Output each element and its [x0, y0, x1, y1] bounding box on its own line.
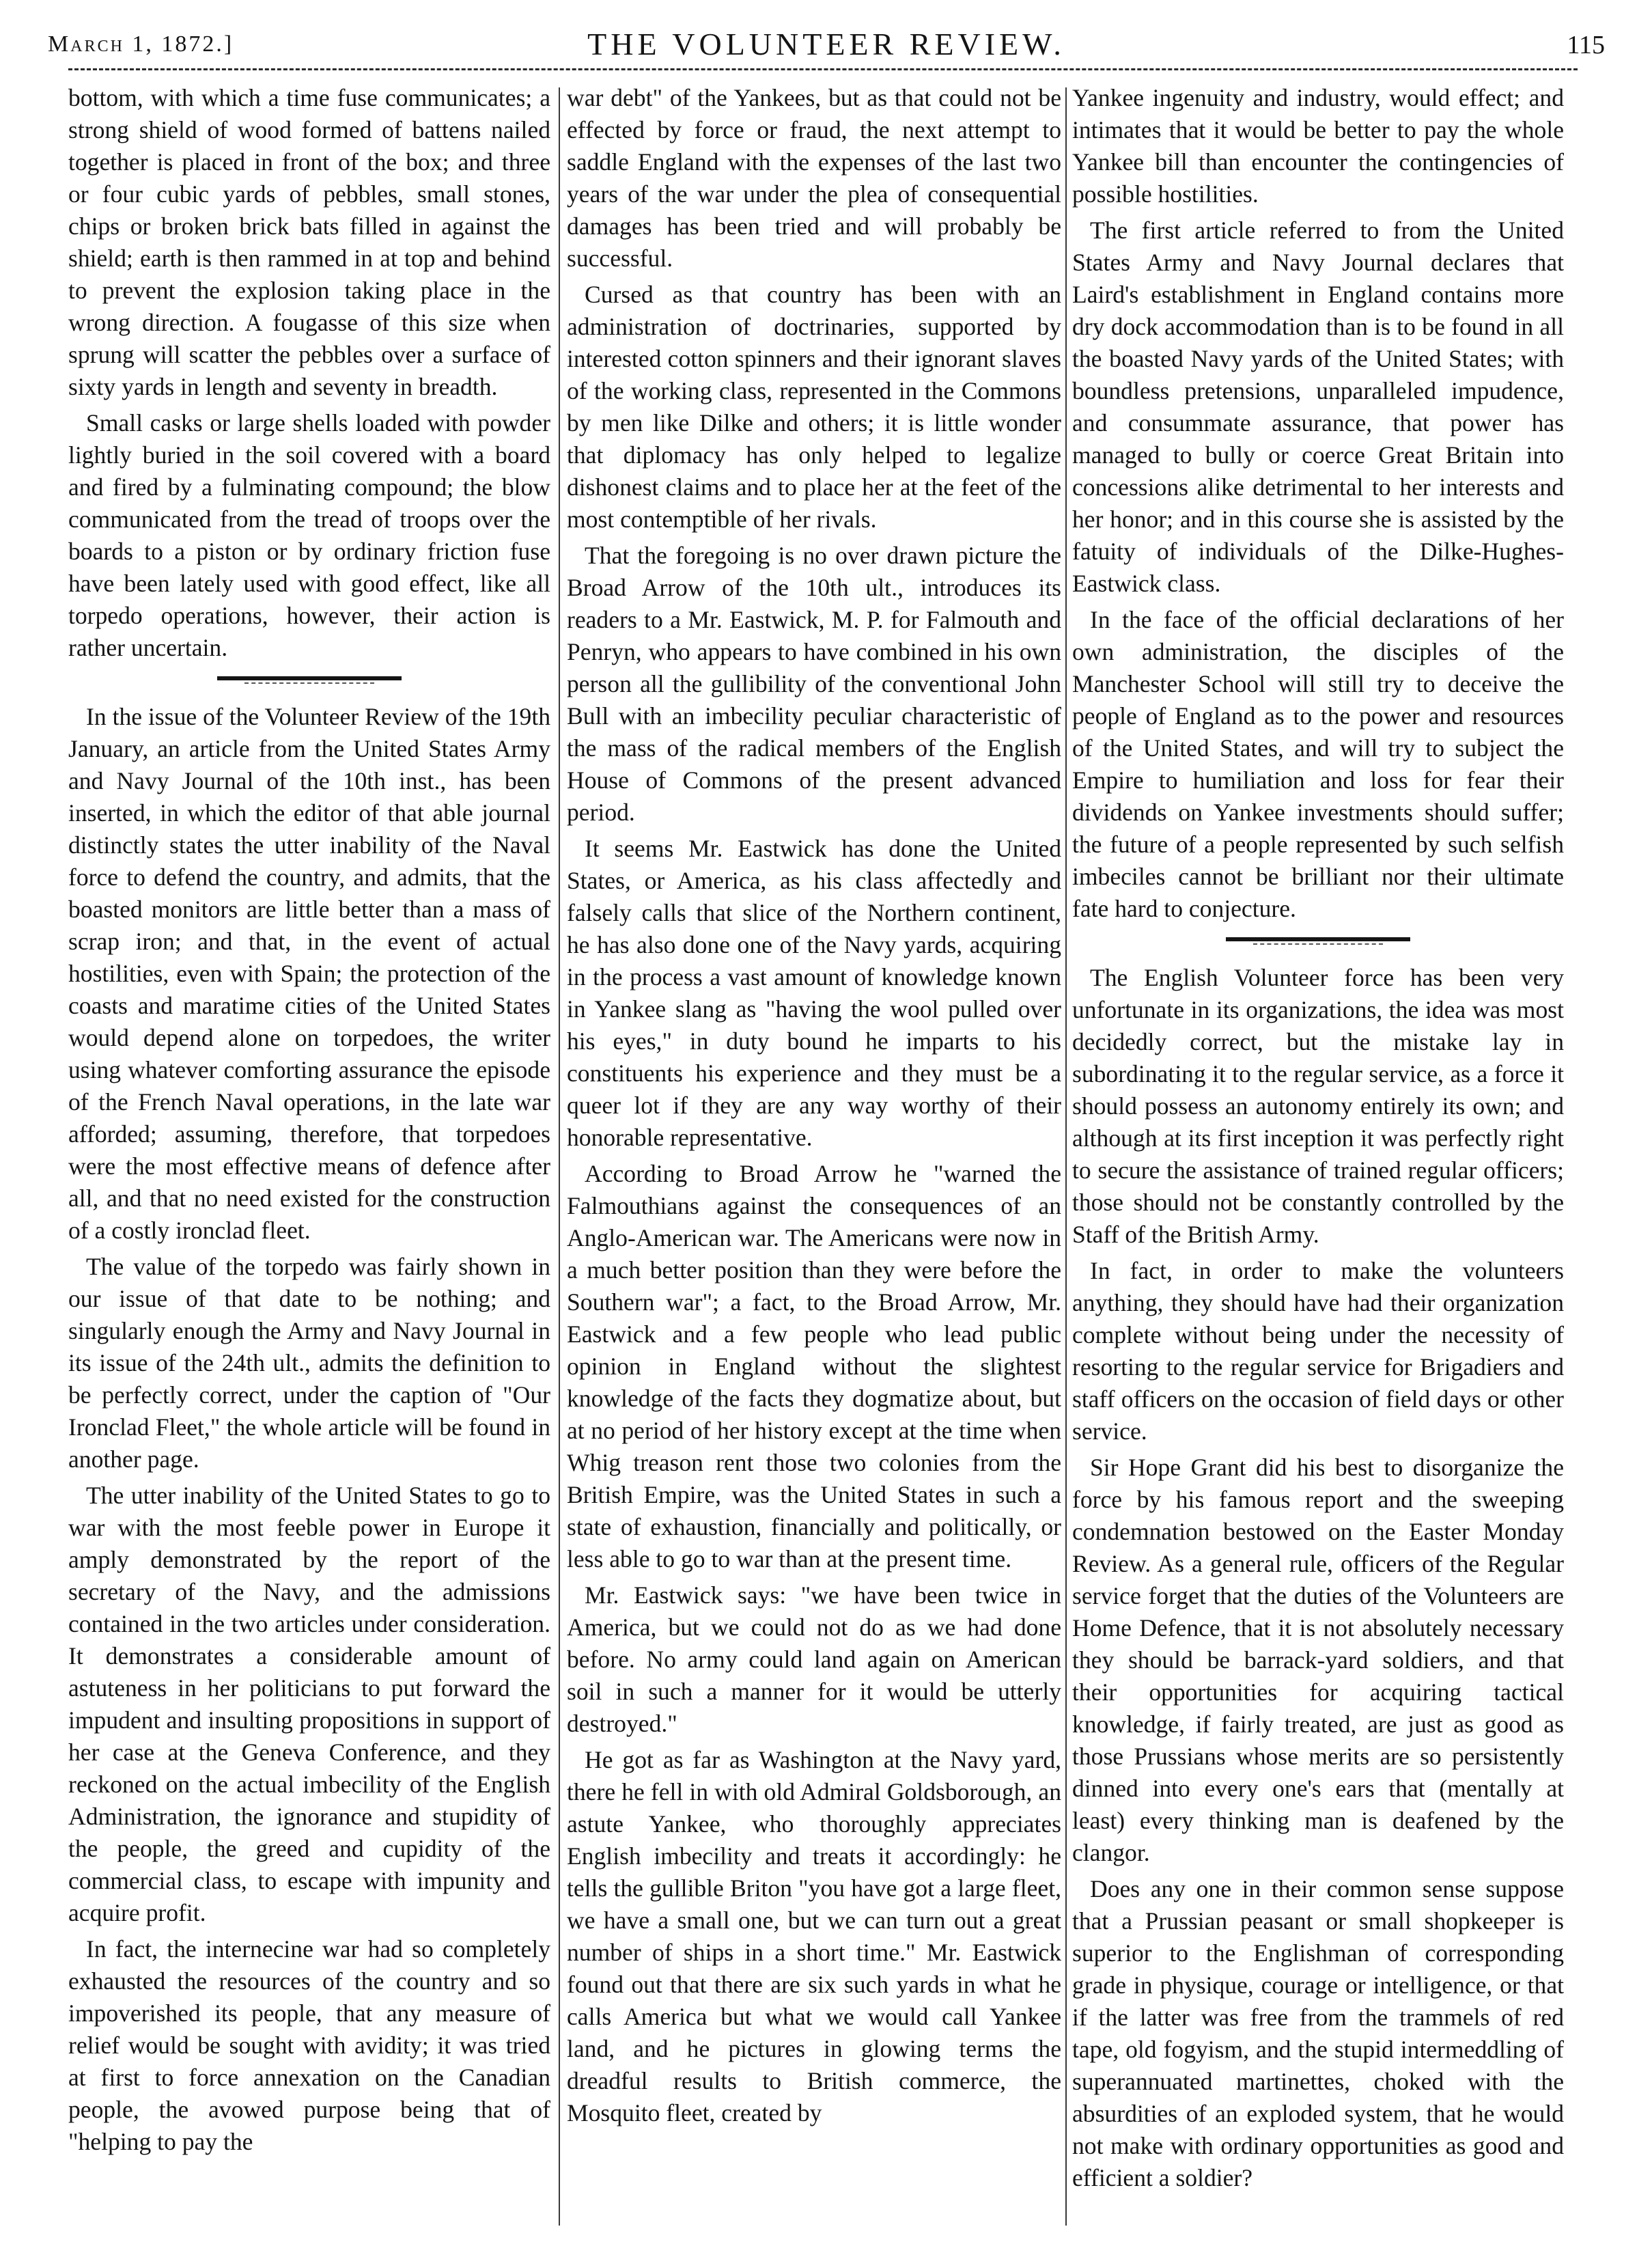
paragraph: Yankee ingenuity and industry, would effect; and intimates that it would be better to pay the whole Yankee bill than encounter the contingencies of possible hostilities. — [1072, 84, 1564, 208]
section-divider — [1226, 937, 1410, 944]
paragraph: The first article referred to from the United States Army and Navy Journal declares that Laird's establishment in England contains more dry dock accommodation than is to be found in all the boasted Navy yards of the United States; with boundless pretensions, unparalleled impudence, and consummate assurance, that power has managed to bully or coerce Great Britain into concessions alike detrimental to her interests and her honor; and in this course she is assisted by the fatuity of individuals of the Dilke-Hughes-Eastwick class. — [1072, 217, 1564, 597]
paragraph: That the foregoing is no over drawn picture the Broad Arrow of the 10th ult., introduces its readers to a Mr. Eastwick, M. P. for Falmouth and Penryn, who appears to have combined in his own person all the gullibility of the conventional John Bull with an imbecility peculiar characteristic of the mass of the radical members of the English House of Commons of the present advanced period. — [567, 542, 1061, 826]
paragraph: He got as far as Washington at the Navy yard, there he fell in with old Admiral Goldsborough, an astute Yankee, who thoroughly appreciates English imbecility and treats it accordingly: he tells the gullible Briton "you have got a large fleet, we have a small one, but we can turn out a great number of ships in a short time." Mr. Eastwick found out that there are six such yards in what he calls America but what we would call Yankee land, and he pictures in glowing terms the dreadful results to British commerce, the Mosquito fleet, created by — [567, 1746, 1061, 2127]
paragraph: Small casks or large shells loaded with powder lightly buried in the soil covered with a board and fired by a fulminating compound; the blow communicated from the tread of troops over the boards to a piston or by ordinary friction fuse have been lately used with good effect, like all torpedo operations, however, their action is rather uncertain. — [68, 409, 550, 661]
paragraph: The value of the torpedo was fairly shown in our issue of that date to be nothing; and singularly enough the Army and Navy Journal in its issue of the 24th ult., admits the definition to be perfectly correct, under the caption of "Our Ironclad Fleet," the whole article will be found in another page. — [68, 1253, 550, 1473]
paragraph: war debt" of the Yankees, but as that could not be effected by force or fraud, the next attempt to saddle England with the expenses of the last two years of the war under the plea of consequential damages has been tried and will probably be successful. — [567, 84, 1061, 272]
paragraph: The English Volunteer force has been very unfortunate in its organizations, the idea was most decidedly correct, but the mistake lay in subordinating it to the regular service, as a force it should possess an autonomy entirely its own; and although at its first inception it was perfectly right to secure the assistance of trained regular officers; those should not be constantly controlled by the Staff of the British Army. — [1072, 964, 1564, 1248]
column-2 — [567, 82, 1061, 2227]
column-3 — [1072, 82, 1564, 2227]
column-rule — [1065, 87, 1067, 2226]
header-rule — [68, 68, 1578, 70]
paragraph: In the face of the official declarations of her own administration, the disciples of the Manchester School will still try to deceive the people of England as to the power and resources of the United States, and will try to subject the Empire to humiliation and loss for fear their dividends on Yankee investments should suffer; the future of a people represented by such selfish imbeciles cannot be brilliant nor their ultimate fate hard to conjecture. — [1072, 606, 1564, 922]
paragraph: Sir Hope Grant did his best to disorganize the force by his famous report and the sweeping condemnation bestowed on the Easter Monday Review. As a general rule, officers of the Regular service forget that the duties of the Volunteers are Home Defence, that it is not absolutely necessary they should be barrack-yard soldiers, and that their opportunities for acquiring tactical knowledge, if fairly treated, are just as good as those Prussians whose merits are so persistently dinned into every one's ears that (mentally at least) every thinking man is deafened by the clangor. — [1072, 1454, 1564, 1866]
issue-date: March 1, 1872.] — [48, 31, 234, 57]
paragraph: In fact, the internecine war had so completely exhausted the resources of the country and so impoverished its people, that any measure of relief would be sought with avidity; it was tried at first to force annexation on the Canadian people, the avowed purpose being that of "helping to pay the — [68, 1935, 550, 2155]
page-number: 115 — [1567, 31, 1605, 59]
column-rule — [559, 87, 560, 2226]
paragraph: bottom, with which a time fuse communicates; a strong shield of wood formed of battens nailed together is placed in front of the box; and three or four cubic yards of pebbles, small stones, chips or broken brick bats filled in against the shield; earth is then rammed in at top and behind to prevent the explosion taking place in the wrong direction. A fougasse of this size when sprung will scatter the pebbles over a surface of sixty yards in length and seventy in breadth. — [68, 84, 550, 400]
paragraph: Does any one in their common sense suppose that a Prussian peasant or small shopkeeper is superior to the Englishman of corresponding grade in physique, courage or intelligence, or that if the latter was free from the trammels of red tape, old fogyism, and the stupid intermeddling of superannuated martinettes, choked with the absurdities of an exploded system, that he would not make with ordinary opportunities as good and efficient a soldier? — [1072, 1875, 1564, 2191]
publication-title: THE VOLUNTEER REVIEW. — [587, 27, 1065, 61]
paragraph: In the issue of the Volunteer Review of the 19th January, an article from the United States Army and Navy Journal of the 10th inst., has been inserted, in which the editor of that able journal distinctly states the utter inability of the Naval force to defend the country, and admits, that the boasted monitors are little better than a mass of scrap iron; and that, in the event of actual hostilities, even with Spain; the protection of the coasts and maratime cities of the United States would depend alone on torpedoes, the writer using whatever comforting assurance the episode of the French Naval operations, in the late war afforded; assuming, therefore, that torpedoes were the most effective means of defence after all, and that no need existed for the construction of a costly ironclad fleet. — [68, 703, 550, 1244]
paragraph: Cursed as that country has been with an administration of doctrinaries, supported by interested cotton spinners and their ignorant slaves of the working class, represented in the Commons by men like Dilke and others; it is little wonder that diplomacy has only helped to legalize dishonest claims and to place her at the feet of the most contemptible of her rivals. — [567, 281, 1061, 533]
running-head — [48, 26, 1605, 67]
paragraph: In fact, in order to make the volunteers anything, they should have had their organization complete without being under the necessity of resorting to the regular service for Brigadiers and staff officers on the occasion of field days or other service. — [1072, 1257, 1564, 1445]
column-1 — [68, 82, 550, 2227]
paragraph: According to Broad Arrow he "warned the Falmouthians against the consequences of an Anglo-American war. The Americans were now in a much better position than they were before the Southern war"; a fact, to the Broad Arrow, Mr. Eastwick and a few people who lead public opinion in England without the slightest knowledge of the facts they dogmatize about, but at no period of her history except at the time when Whig treason rent those two colonies from the British Empire, was the United States in such a state of exhaustion, financially and politically, or less able to go to war than at the present time. — [567, 1160, 1061, 1573]
paragraph: Mr. Eastwick says: "we have been twice in America, but we could not do as we had done before. No army could land again on American soil in such a manner for it would be utterly destroyed." — [567, 1581, 1061, 1737]
paragraph: It seems Mr. Eastwick has done the United States, or America, as his class affectedly and falsely calls that slice of the Northern continent, he has also done one of the Navy yards, acquiring in the process a vast amount of knowledge known in Yankee slang as "having the wool pulled over his eyes," in duty bound he imparts to his constituents his experience and they must be a queer lot if they are any way worthy of their honorable representative. — [567, 835, 1061, 1151]
paragraph: The utter inability of the United States to go to war with the most feeble power in Europe it amply demonstrated by the report of the secretary of the Navy, and the admissions contained in the two articles under consideration. It demonstrates a considerable amount of astuteness in her politicians to put forward the impudent and insulting propositions in support of her case at the Geneva Conference, and they reckoned on the actual imbecility of the English Administration, the ignorance and stupidity of the people, the greed and cupidity of the commercial class, to escape with impunity and acquire profit. — [68, 1482, 550, 1926]
section-divider — [217, 676, 402, 683]
